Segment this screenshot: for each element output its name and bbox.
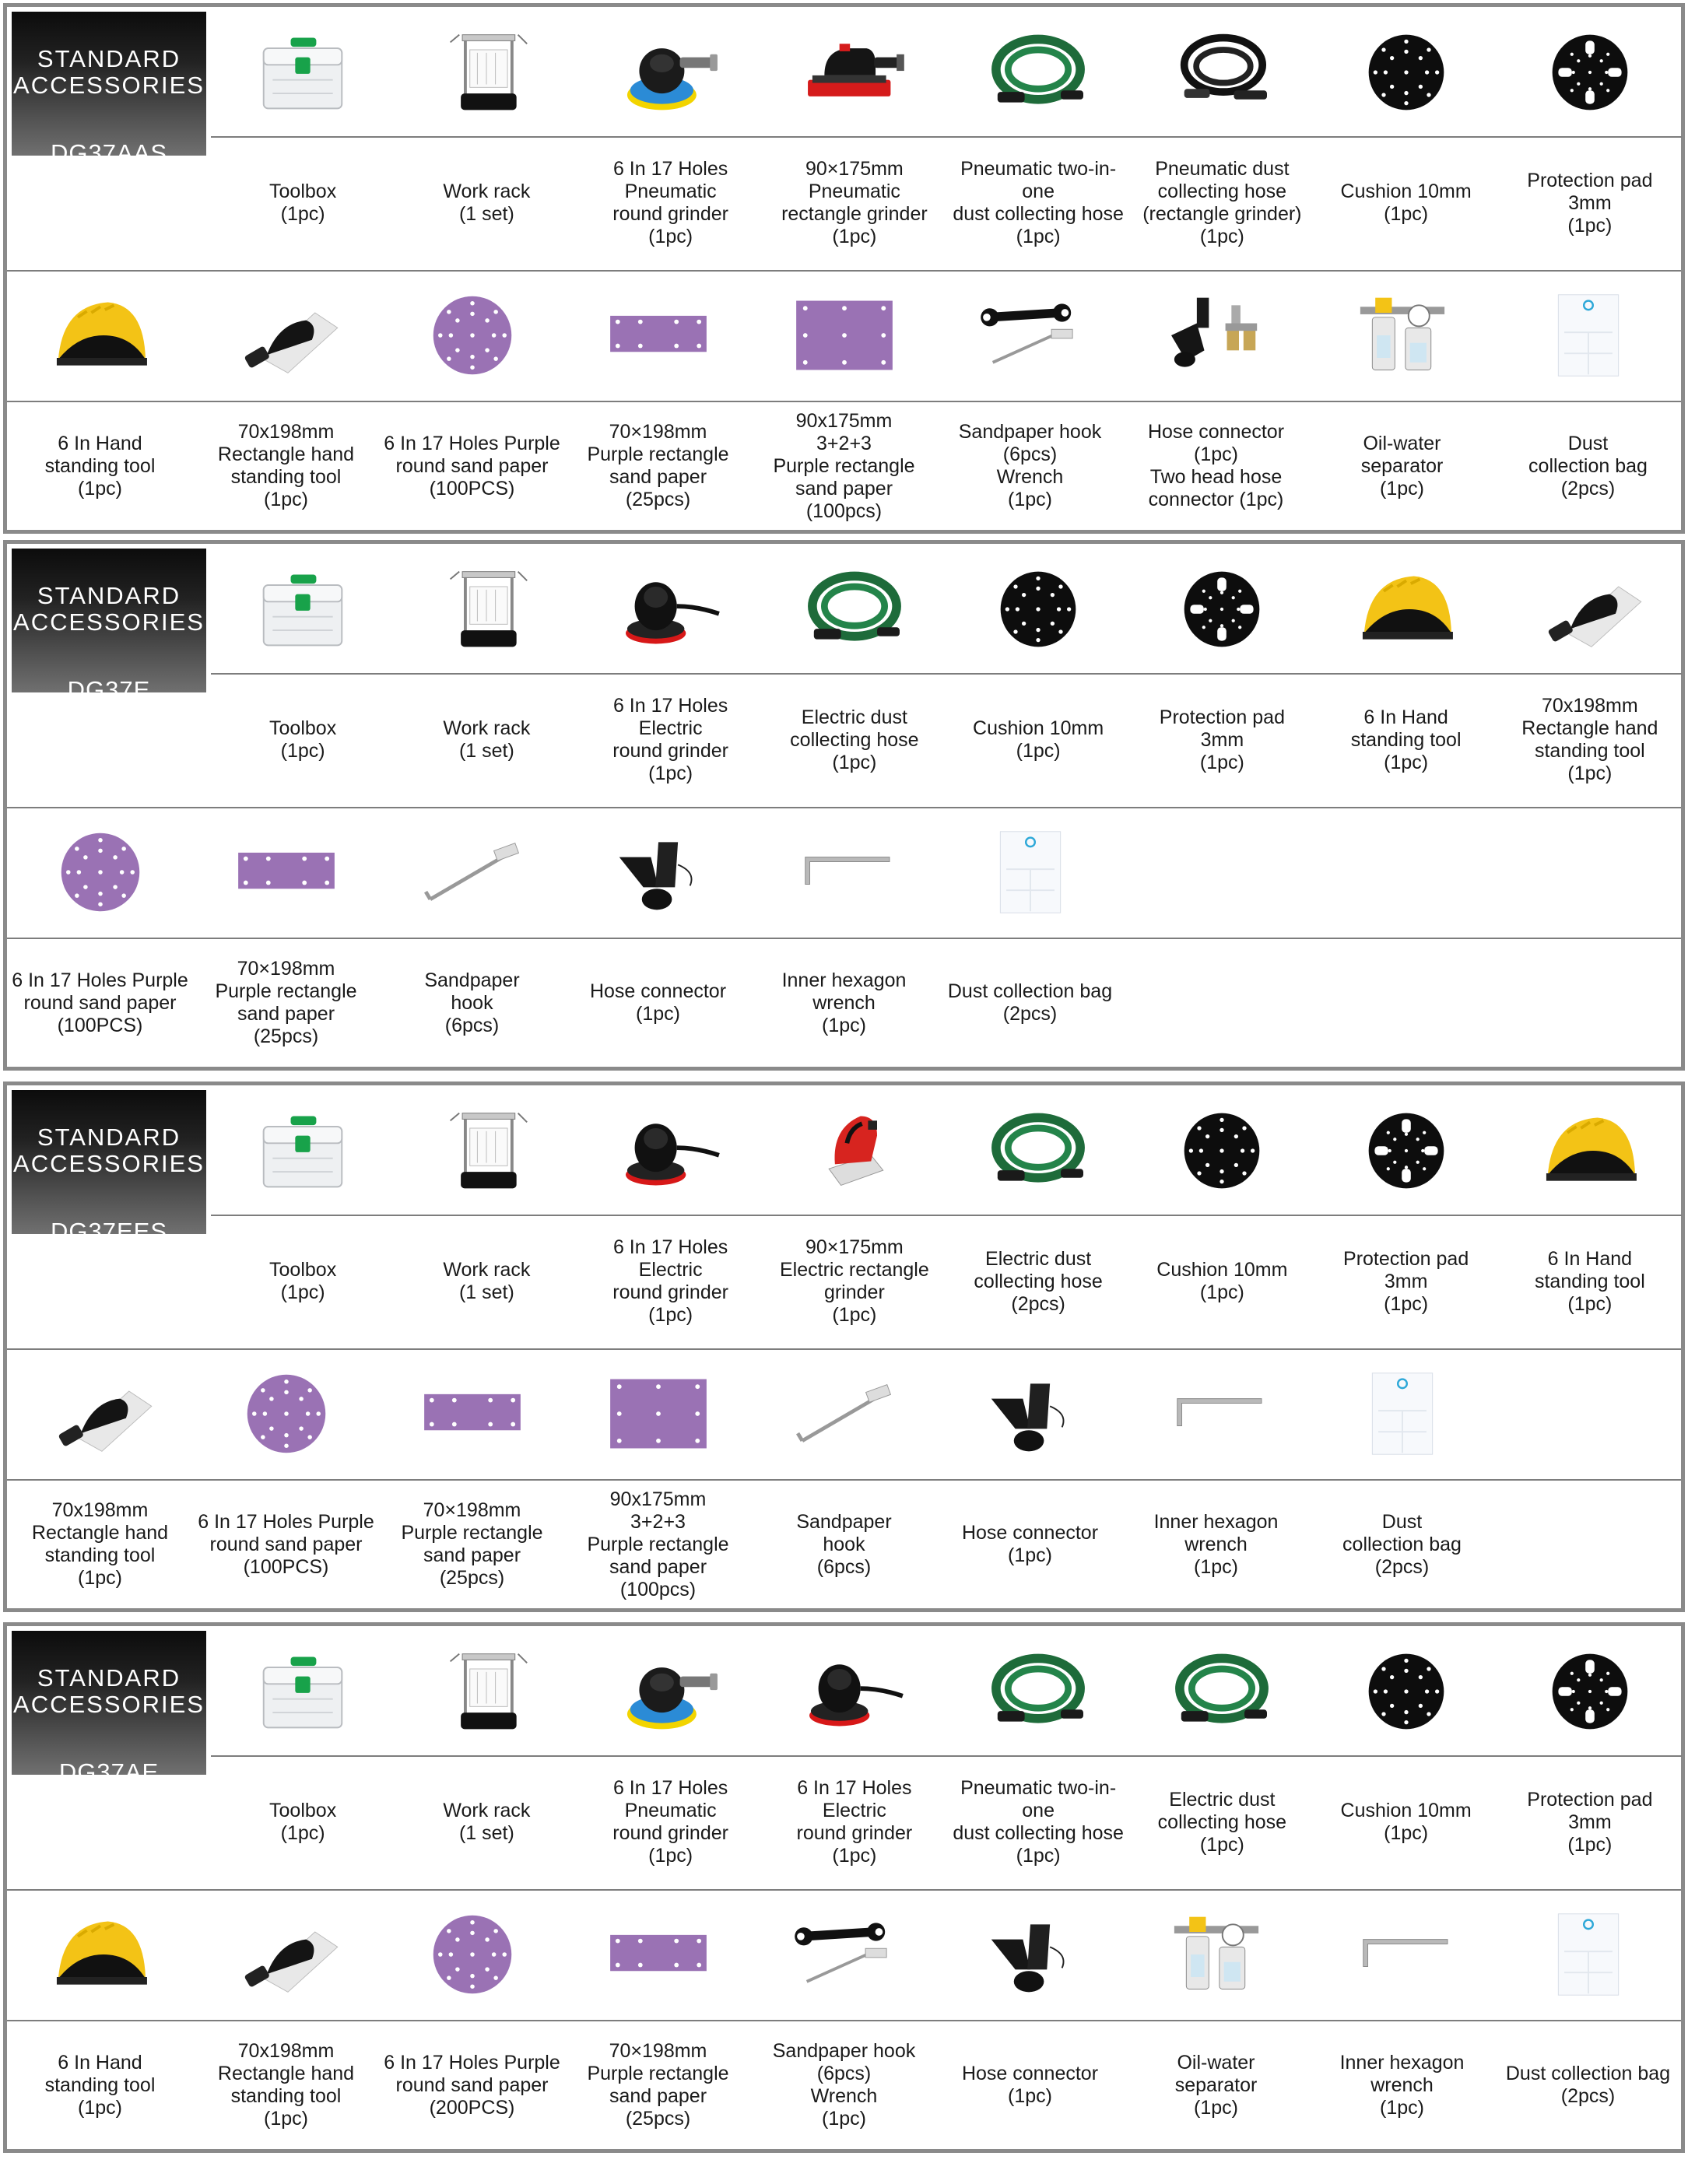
product-label: Electric dust collecting hose (1pc) (1157, 1788, 1287, 1856)
product-image (1498, 547, 1682, 671)
product-image (1495, 1892, 1681, 2017)
hand-tool-round-icon (1348, 564, 1465, 654)
product-label: 90x175mm 3+2+3 Purple rectangle sand paper (100pcs) (773, 409, 915, 522)
product-label: Protection pad 3mm (1pc) (1343, 1247, 1469, 1315)
product-label: Cushion 10mm (1pc) (973, 717, 1104, 762)
green-hose-icon (1163, 1646, 1280, 1737)
product-image (211, 1629, 395, 1754)
model-code: DG37AE (58, 1758, 160, 1786)
row2-images (7, 810, 1681, 934)
purple-disc-icon (414, 1909, 531, 2000)
product-image (7, 1892, 193, 2017)
product-label: Dust collection bag (2pcs) (1342, 1510, 1462, 1578)
product-label: 70x198mm Rectangle hand standing tool (1pc) (217, 2040, 355, 2130)
hand-tool-round-icon (42, 290, 159, 380)
product-image (7, 1351, 193, 1476)
row2-labels (7, 1481, 1681, 1608)
hook-wrench-icon (972, 290, 1089, 380)
product-image (1498, 10, 1682, 135)
product-image (193, 1351, 379, 1476)
product-image (193, 273, 379, 398)
product-label (1495, 1481, 1681, 1608)
product-image (7, 810, 193, 934)
product-image (1498, 1088, 1682, 1213)
sandpaper-hook-icon (414, 827, 531, 917)
electric-round-grinder-icon (612, 1106, 729, 1196)
product-label: Cushion 10mm (1pc) (1156, 1259, 1288, 1303)
cushion-pad-icon (1348, 27, 1465, 117)
product-label: 70x198mm Rectangle hand standing tool (1pc) (1521, 695, 1658, 784)
product-image (395, 547, 578, 671)
hose-connector-icon (972, 1909, 1089, 2000)
oil-water-separator-icon (1344, 290, 1461, 380)
product-image (937, 273, 1123, 398)
standard-accessories-title: STANDARD ACCESSORIES (13, 1124, 205, 1177)
product-image (1495, 273, 1681, 398)
toolbox-icon (244, 1646, 361, 1737)
product-image (1314, 1629, 1498, 1754)
dust-bag-icon (1344, 1369, 1461, 1459)
product-image (211, 547, 395, 671)
product-image (946, 1629, 1130, 1754)
product-image (946, 10, 1130, 135)
accessory-panel-p3 (3, 1081, 1685, 1612)
protection-pad-icon (1532, 1646, 1648, 1737)
product-label: Electric dust collecting hose (2pcs) (974, 1247, 1103, 1315)
product-label: 90x175mm 3+2+3 Purple rectangle sand paper (100pcs) (587, 1488, 729, 1600)
product-label: Pneumatic dust collecting hose (rectangle grinder) (1pc) (1142, 158, 1302, 247)
product-label: Toolbox (1pc) (269, 1800, 337, 1844)
product-image (579, 10, 763, 135)
model-code: DG37E (67, 676, 151, 703)
divider (7, 807, 1681, 808)
product-label: 70×198mm Purple rectangle sand paper (25pcs) (587, 421, 729, 510)
protection-pad-icon (1163, 564, 1280, 654)
product-label: Sandpaper hook (6pcs) (796, 1510, 892, 1578)
product-image (763, 1088, 946, 1213)
hand-tool-round-icon (42, 1909, 159, 2000)
product-image (579, 547, 763, 671)
model-label-block (12, 1090, 206, 1245)
product-image (1123, 1892, 1309, 2017)
dust-bag-icon (1530, 1909, 1647, 2000)
divider (7, 270, 1681, 272)
product-image (1130, 10, 1314, 135)
product-image (579, 1088, 763, 1213)
green-hose-icon (980, 1646, 1097, 1737)
product-image (763, 10, 946, 135)
product-label: Work rack (1 set) (443, 181, 531, 225)
product-label: Inner hexagon wrench (1pc) (1339, 2051, 1465, 2119)
product-image (565, 810, 751, 934)
product-label: Protection pad 3mm (1pc) (1527, 1788, 1653, 1856)
product-image (1123, 273, 1309, 398)
product-image (1130, 1088, 1314, 1213)
product-label: Toolbox (1pc) (269, 1259, 337, 1303)
hex-wrench-icon (786, 827, 903, 917)
product-image (937, 1351, 1123, 1476)
model-code: DG37EES (50, 1218, 167, 1245)
product-label: Pneumatic two-in-one dust collecting hose (1pc) (953, 158, 1124, 247)
product-image (1130, 1629, 1314, 1754)
product-label: 6 In 17 Holes Purple round sand paper (100PCS) (198, 1510, 374, 1578)
hook-wrench-icon (786, 1909, 903, 2000)
purple-strip-icon (414, 1369, 531, 1459)
product-image (1309, 1892, 1495, 2017)
product-image (379, 810, 565, 934)
product-label: Sandpaper hook (6pcs) (424, 969, 520, 1036)
product-label: 6 In 17 Holes Electric round grinder (1pc) (612, 1236, 728, 1326)
product-label: Sandpaper hook (6pcs) Wrench (1pc) (772, 2040, 916, 2130)
product-image (379, 1892, 565, 2017)
work-rack-icon (428, 1106, 545, 1196)
work-rack-icon (428, 1646, 545, 1737)
product-label: 70×198mm Purple rectangle sand paper (25pcs) (215, 958, 357, 1047)
product-label: 6 In 17 Holes Pneumatic round grinder (1pc) (612, 158, 728, 247)
product-label: Cushion 10mm (1pc) (1340, 1800, 1472, 1844)
product-label: Toolbox (1pc) (269, 717, 337, 762)
product-image (211, 10, 395, 135)
product-image (379, 273, 565, 398)
product-label: 70x198mm Rectangle hand standing tool (1pc) (31, 1499, 169, 1589)
hand-tool-rect-icon (228, 290, 345, 380)
product-image (1123, 810, 1309, 934)
accessory-panel-p2 (3, 540, 1685, 1071)
row2-images (7, 273, 1681, 398)
green-hose-icon (980, 27, 1097, 117)
product-image (1495, 1351, 1681, 1476)
product-label: 70×198mm Purple rectangle sand paper (25pcs) (587, 2040, 729, 2130)
product-image (1130, 547, 1314, 671)
model-label-block (12, 12, 206, 167)
accessory-panel-p4 (3, 1622, 1685, 2153)
product-label: 6 In 17 Holes Purple round sand paper (100PCS) (384, 432, 560, 500)
product-image (1314, 10, 1498, 135)
hose-connector-icon (600, 827, 717, 917)
product-label: Toolbox (1pc) (269, 181, 337, 225)
product-label: Protection pad 3mm (1pc) (1527, 169, 1653, 237)
toolbox-icon (244, 1106, 361, 1196)
product-label: Hose connector (1pc) (961, 2063, 1099, 2107)
product-image (1314, 1088, 1498, 1213)
protection-pad-icon (1348, 1106, 1465, 1196)
product-label: Cushion 10mm (1pc) (1340, 181, 1472, 225)
hose-connector-two-head-icon (1158, 290, 1275, 380)
row2-images (7, 1892, 1681, 2017)
product-image (763, 547, 946, 671)
cushion-pad-icon (980, 564, 1097, 654)
model-label-block (12, 549, 206, 703)
product-label: Dust collection bag (2pcs) (1528, 432, 1648, 500)
product-image (1309, 810, 1495, 934)
product-image (937, 1892, 1123, 2017)
product-image (395, 10, 578, 135)
toolbox-icon (244, 27, 361, 117)
purple-disc-icon (228, 1369, 345, 1459)
product-label: Inner hexagon wrench (1pc) (1153, 1510, 1279, 1578)
green-hose-icon (980, 1106, 1097, 1196)
product-label: Oil-water separator (1pc) (1174, 2051, 1258, 2119)
product-image (946, 547, 1130, 671)
product-label: Hose connector (1pc) Two head hose connector (1pc) (1147, 421, 1285, 510)
row2-labels (7, 402, 1681, 530)
product-image (751, 273, 937, 398)
product-label (1309, 939, 1495, 1067)
product-image (565, 1351, 751, 1476)
electric-rectangle-grinder-icon (796, 1106, 913, 1196)
purple-strip-icon (228, 827, 345, 917)
product-label: Sandpaper hook (6pcs) Wrench (1pc) (958, 421, 1102, 510)
row1-labels (211, 138, 1682, 268)
product-label: 6 In 17 Holes Purple round sand paper (200PCS) (384, 2051, 560, 2119)
product-image (1495, 810, 1681, 934)
product-image (193, 1892, 379, 2017)
product-label: Protection pad 3mm (1pc) (1159, 706, 1285, 773)
cushion-pad-icon (1348, 1646, 1465, 1737)
product-image (1309, 1351, 1495, 1476)
product-label: 6 In 17 Holes Electric round grinder (1pc) (612, 695, 728, 784)
product-image (579, 1629, 763, 1754)
product-label: Work rack (1 set) (443, 717, 531, 762)
cushion-pad-icon (1163, 1106, 1280, 1196)
standard-accessories-title: STANDARD ACCESSORIES (13, 582, 205, 636)
row2-labels (7, 2021, 1681, 2149)
purple-disc-icon (42, 827, 159, 917)
product-image (751, 810, 937, 934)
model-label-block (12, 1631, 206, 1786)
row2-labels (7, 939, 1681, 1067)
black-hose-icon (1163, 27, 1280, 117)
hose-connector-icon (972, 1369, 1089, 1459)
product-label: Oil-water separator (1pc) (1360, 432, 1444, 500)
product-image (1498, 1629, 1682, 1754)
product-image (379, 1351, 565, 1476)
hand-tool-rect-icon (42, 1369, 159, 1459)
pneumatic-rectangle-grinder-icon (796, 27, 913, 117)
divider (7, 1348, 1681, 1350)
row1-images (211, 1088, 1682, 1213)
green-hose-icon (796, 564, 913, 654)
product-label: 6 In Hand standing tool (1pc) (1534, 1247, 1645, 1315)
toolbox-icon (244, 564, 361, 654)
row1-labels (211, 1216, 1682, 1347)
electric-round-grinder-icon (612, 564, 729, 654)
product-label: 70x198mm Rectangle hand standing tool (1pc) (217, 421, 355, 510)
product-image (1123, 1351, 1309, 1476)
product-label: Inner hexagon wrench (1pc) (781, 969, 907, 1036)
product-image (565, 1892, 751, 2017)
hex-wrench-icon (1344, 1909, 1461, 2000)
work-rack-icon (428, 27, 545, 117)
dust-bag-icon (972, 827, 1089, 917)
product-image (395, 1629, 578, 1754)
product-image (1309, 273, 1495, 398)
product-label: Work rack (1 set) (443, 1800, 531, 1844)
hand-tool-rect-icon (228, 1909, 345, 2000)
model-code: DG37AAS (50, 139, 167, 167)
purple-strip-icon (600, 1909, 717, 2000)
electric-round-grinder-icon (796, 1646, 913, 1737)
standard-accessories-title: STANDARD ACCESSORIES (13, 45, 205, 99)
accessory-panel-p1 (3, 3, 1685, 534)
row1-labels (211, 675, 1682, 805)
pneumatic-round-grinder-icon (612, 1646, 729, 1737)
oil-water-separator-icon (1158, 1909, 1275, 2000)
product-label: Hose connector (1pc) (589, 980, 727, 1025)
product-label: 6 In Hand standing tool (1pc) (44, 432, 156, 500)
product-label: Dust collection bag (2pcs) (1505, 2063, 1671, 2107)
product-image (211, 1088, 395, 1213)
purple-sheet-icon (786, 290, 903, 380)
product-image (395, 1088, 578, 1213)
product-image (193, 810, 379, 934)
row1-labels (211, 1757, 1682, 1888)
row1-images (211, 547, 1682, 671)
divider (7, 1889, 1681, 1891)
product-label: 6 In 17 Holes Purple round sand paper (100PCS) (12, 969, 188, 1036)
product-image (937, 810, 1123, 934)
product-image (751, 1892, 937, 2017)
pneumatic-round-grinder-icon (612, 27, 729, 117)
product-label: Dust collection bag (2pcs) (947, 980, 1113, 1025)
product-image (1314, 547, 1498, 671)
product-label: Pneumatic two-in-one dust collecting hose (1pc) (953, 1777, 1124, 1867)
product-image (565, 273, 751, 398)
product-label: 6 In 17 Holes Pneumatic round grinder (1pc) (612, 1777, 728, 1867)
product-image (946, 1088, 1130, 1213)
hand-tool-rect-icon (1532, 564, 1648, 654)
dust-bag-icon (1530, 290, 1647, 380)
product-label: Work rack (1 set) (443, 1259, 531, 1303)
purple-disc-icon (414, 290, 531, 380)
hex-wrench-icon (1158, 1369, 1275, 1459)
product-label: 6 In Hand standing tool (1pc) (44, 2051, 156, 2119)
product-label (1123, 939, 1309, 1067)
purple-sheet-icon (600, 1369, 717, 1459)
product-label: 70×198mm Purple rectangle sand paper (25pcs) (401, 1499, 543, 1589)
standard-accessories-title: STANDARD ACCESSORIES (13, 1664, 205, 1718)
hand-tool-round-icon (1532, 1106, 1648, 1196)
purple-strip-icon (600, 290, 717, 380)
row1-images (211, 10, 1682, 135)
product-label: Hose connector (1pc) (961, 1522, 1099, 1566)
product-label: 90×175mm Pneumatic rectangle grinder (1pc) (781, 158, 928, 247)
row1-images (211, 1629, 1682, 1754)
product-image (763, 1629, 946, 1754)
product-image (7, 273, 193, 398)
row2-images (7, 1351, 1681, 1476)
product-label: 6 In 17 Holes Electric round grinder (1pc) (796, 1777, 913, 1867)
product-label: Electric dust collecting hose (1pc) (790, 706, 919, 773)
protection-pad-icon (1532, 27, 1648, 117)
product-image (751, 1351, 937, 1476)
work-rack-icon (428, 564, 545, 654)
product-label: 90×175mm Electric rectangle grinder (1pc) (780, 1236, 929, 1326)
product-label: 6 In Hand standing tool (1pc) (1350, 706, 1462, 773)
sandpaper-hook-icon (786, 1369, 903, 1459)
product-label (1495, 939, 1681, 1067)
